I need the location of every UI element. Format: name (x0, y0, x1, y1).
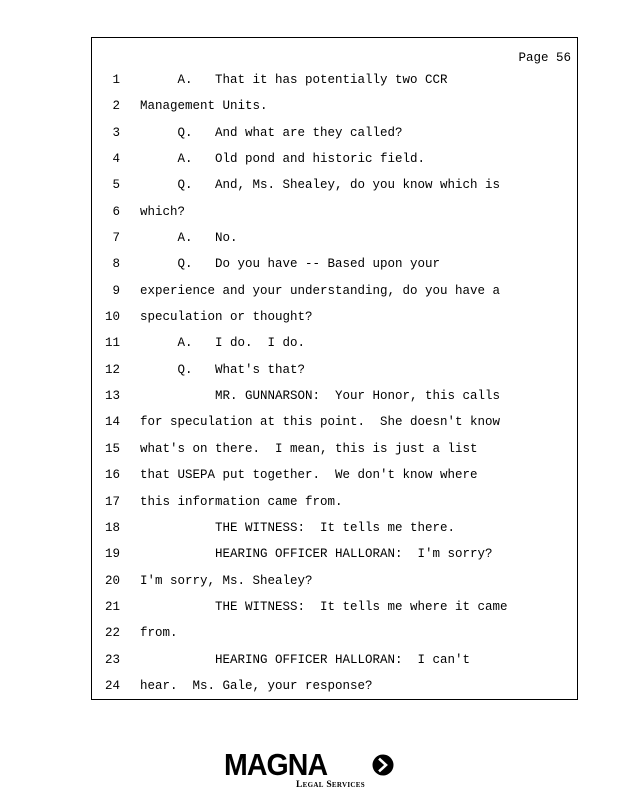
line-number: 23 (104, 652, 120, 667)
page-number: Page 56 (518, 51, 571, 65)
line-text: what's on there. I mean, this is just a list (140, 441, 478, 456)
transcript-line (92, 357, 577, 383)
transcript-line (92, 620, 577, 646)
line-text: this information came from. (140, 494, 343, 509)
transcript-line (92, 673, 577, 699)
line-text: Management Units. (140, 99, 268, 114)
line-number: 10 (104, 310, 120, 325)
transcript-line (92, 146, 577, 172)
line-number: 17 (104, 494, 120, 509)
line-number: 20 (104, 573, 120, 588)
arrow-circle-icon (372, 754, 394, 776)
transcript-lines (92, 67, 577, 699)
line-text: A. That it has potentially two CCR (140, 73, 448, 87)
line-number: 13 (104, 389, 120, 404)
line-number: 22 (104, 626, 120, 641)
transcript-line (92, 278, 577, 304)
transcript-line (92, 199, 577, 225)
line-text: MR. GUNNARSON: Your Honor, this calls (140, 389, 501, 404)
line-text: THE WITNESS: It tells me there. (140, 520, 456, 535)
line-number: 4 (112, 152, 120, 167)
line-text: HEARING OFFICER HALLORAN: I'm sorry? (140, 547, 493, 562)
line-number: 8 (112, 257, 120, 272)
transcript-line (92, 541, 577, 567)
transcript-line (92, 515, 577, 541)
line-number: 15 (104, 441, 120, 456)
transcript-line (92, 225, 577, 251)
line-number: 9 (112, 283, 120, 298)
transcript-line (92, 67, 577, 93)
line-number: 1 (112, 73, 120, 87)
line-number: 11 (104, 336, 120, 351)
transcript-line (92, 330, 577, 356)
line-text: THE WITNESS: It tells me where it came (140, 599, 508, 614)
transcript-line (92, 120, 577, 146)
transcript-line (92, 568, 577, 594)
line-text: A. No. (140, 231, 238, 246)
transcript-line (92, 409, 577, 435)
line-number: 14 (104, 415, 120, 430)
line-text: I'm sorry, Ms. Shealey? (140, 573, 313, 588)
line-text: from. (140, 626, 178, 641)
line-number: 19 (104, 547, 120, 562)
line-number: 16 (104, 468, 120, 483)
transcript-line (92, 489, 577, 515)
line-number: 7 (112, 231, 120, 246)
transcript-line (92, 436, 577, 462)
line-number: 12 (104, 362, 120, 377)
magna-logo (224, 749, 396, 793)
line-number: 6 (112, 204, 120, 219)
line-text: A. Old pond and historic field. (140, 152, 426, 167)
transcript-line (92, 304, 577, 330)
line-text: hear. Ms. Gale, your response? (140, 678, 373, 693)
line-text: Q. And, Ms. Shealey, do you know which is (140, 178, 501, 193)
line-text: for speculation at this point. She doesn't know (140, 415, 501, 430)
line-number: 2 (112, 99, 120, 114)
transcript-line (92, 462, 577, 488)
line-text: HEARING OFFICER HALLORAN: I can't (140, 652, 471, 667)
line-text: Q. And what are they called? (140, 125, 403, 140)
transcript-line (92, 172, 577, 198)
line-number: 21 (104, 599, 120, 614)
line-number: 5 (112, 178, 120, 193)
line-text: Q. Do you have -- Based upon your (140, 257, 441, 272)
line-text: speculation or thought? (140, 310, 313, 325)
transcript-line (92, 93, 577, 119)
line-text: A. I do. I do. (140, 336, 306, 351)
line-text: that USEPA put together. We don't know where (140, 468, 478, 483)
logo-wordmark: MAGNA (224, 747, 328, 782)
line-text: Q. What's that? (140, 362, 306, 377)
line-number: 18 (104, 520, 120, 535)
transcript-page (91, 37, 578, 700)
transcript-line (92, 383, 577, 409)
line-text: experience and your understanding, do you have a (140, 283, 501, 298)
line-text: which? (140, 204, 186, 219)
transcript-line (92, 594, 577, 620)
logo-subtitle: Legal Services (296, 780, 365, 790)
line-number: 3 (112, 125, 120, 140)
transcript-line (92, 647, 577, 673)
line-number: 24 (104, 678, 120, 693)
transcript-line (92, 251, 577, 277)
